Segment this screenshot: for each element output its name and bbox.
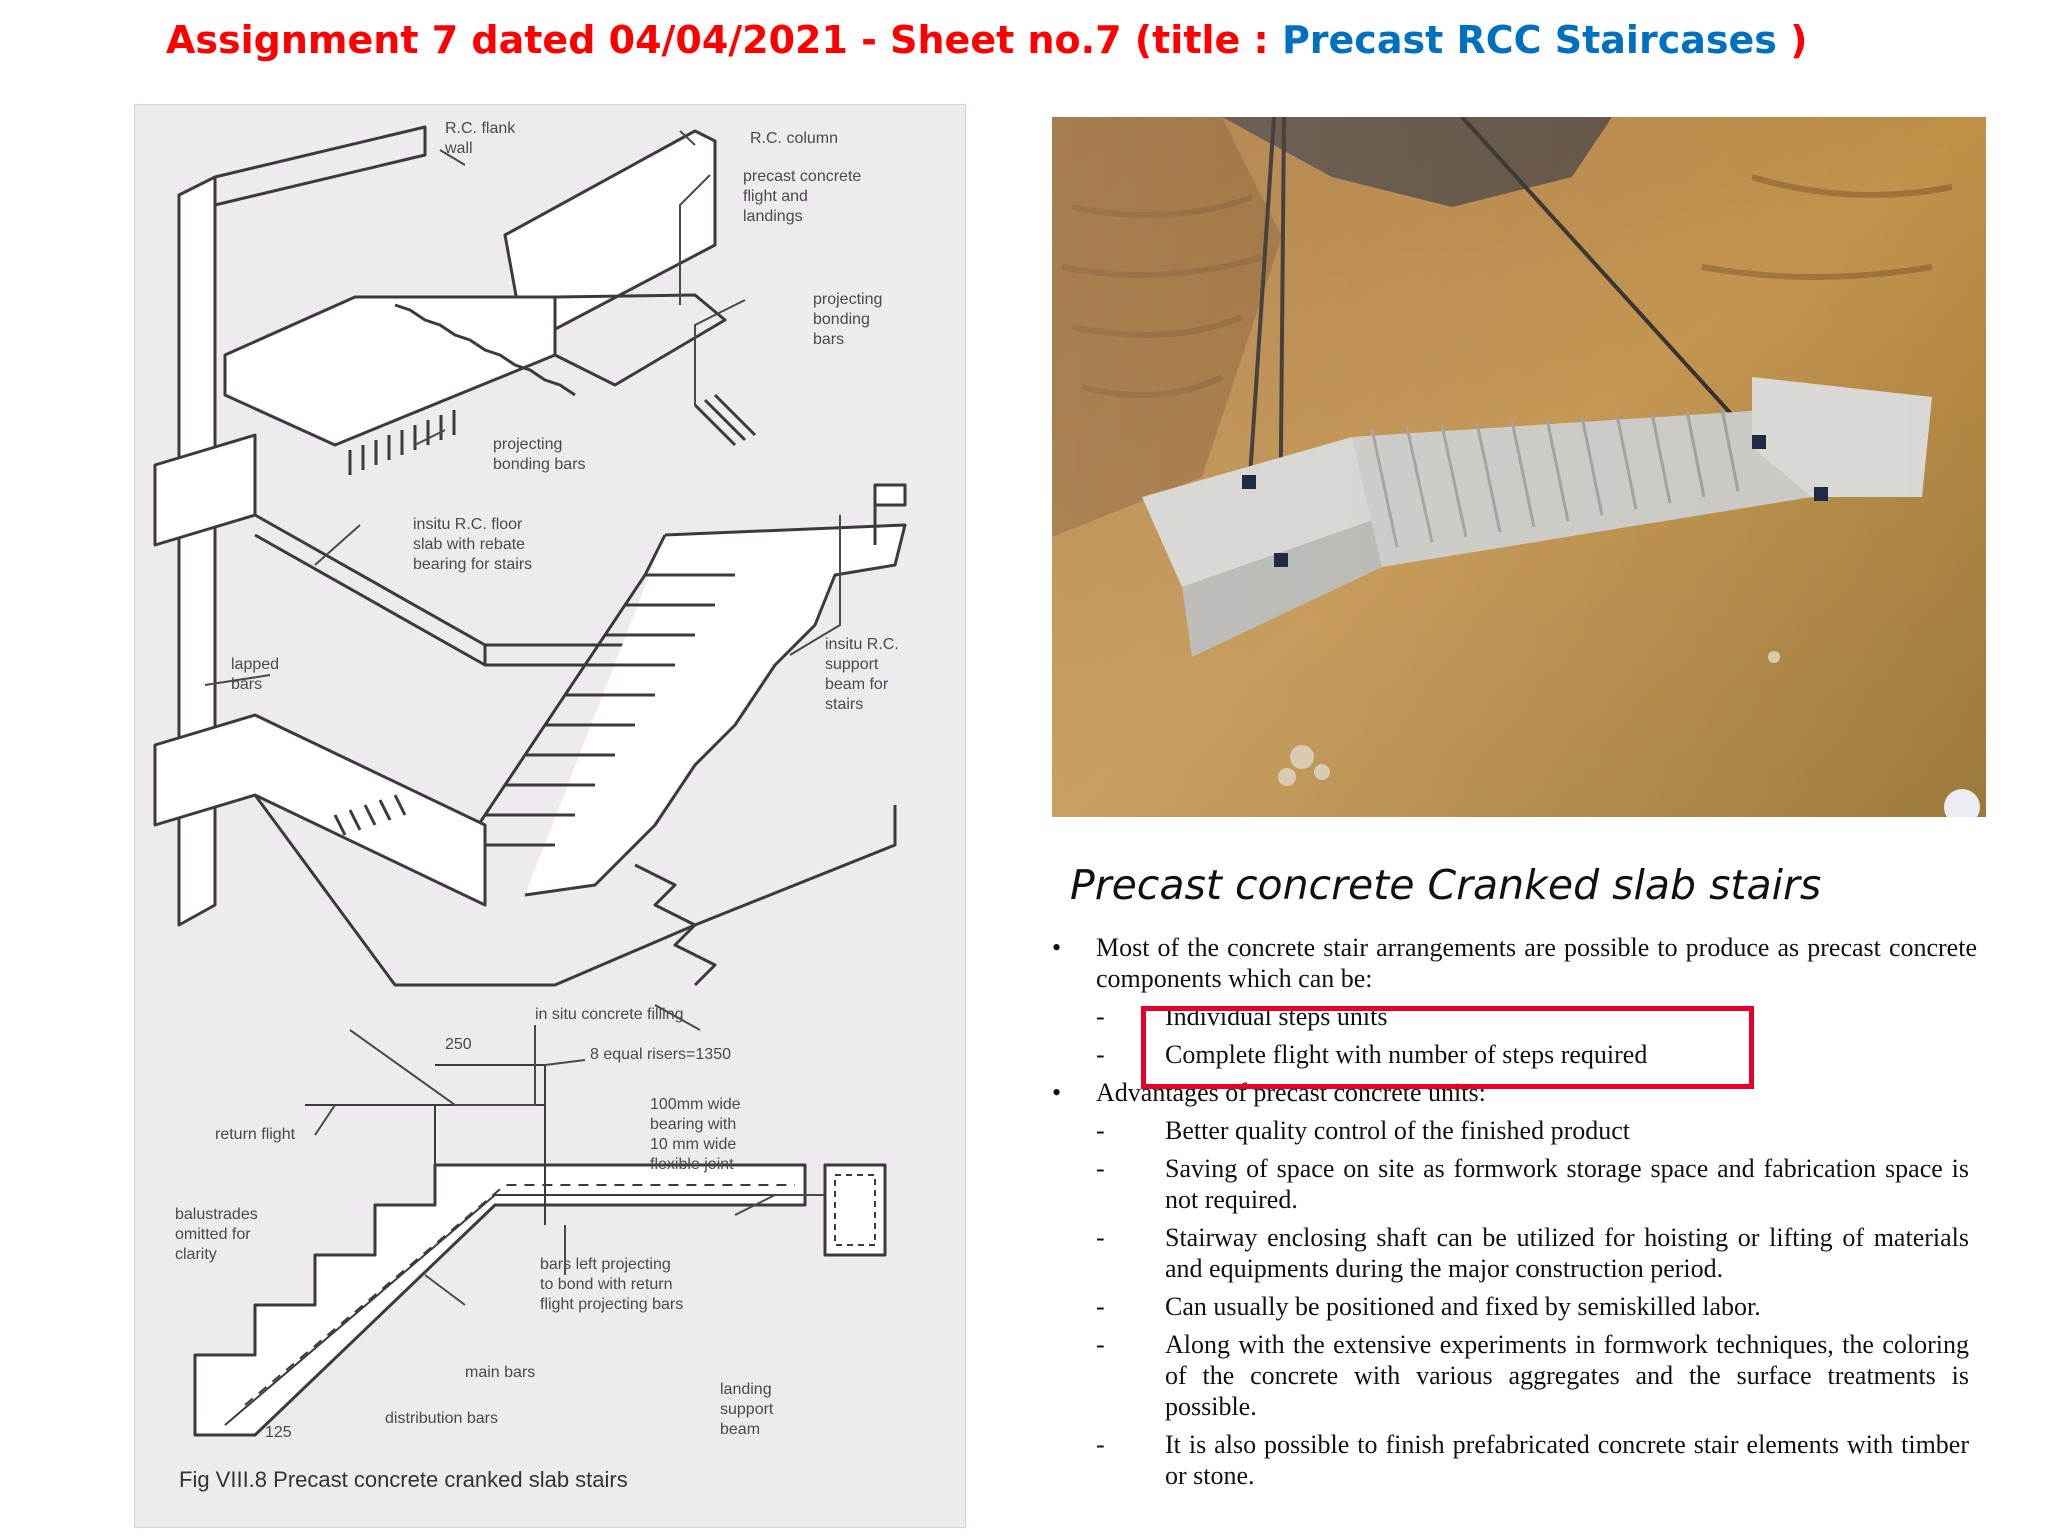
list-item-text: Saving of space on site as formwork storage space and fabrication space is not required.	[1165, 1154, 1969, 1214]
bullet-mark: •	[1052, 933, 1062, 962]
label-flank-wall: R.C. flank wall	[445, 120, 516, 157]
dash-mark: -	[1096, 1002, 1105, 1031]
label-lapped-bars: lapped bars	[231, 656, 280, 693]
label-insitu-floor: insitu R.C. floor slab with rebate bearing for stairs	[413, 516, 533, 573]
label-balustrades: balustrades omitted for clarity	[175, 1206, 258, 1263]
bullet-components-text: Most of the concrete stair arrangements are possible to produce as precast concrete components which can be:	[1096, 933, 1977, 993]
label-precast-flight: precast concrete flight and landings	[743, 168, 862, 225]
label-insitu-beam: insitu R.C. support beam for stairs	[825, 636, 899, 713]
label-projecting-bars-mid: projecting bonding bars	[493, 436, 586, 473]
label-bars-left: bars left projecting to bond with return flight projecting bars	[540, 1256, 684, 1313]
title-topic: Precast RCC Staircases	[1268, 18, 1791, 62]
list-item	[1052, 1115, 1977, 1146]
figure-caption: Fig VIII.8 Precast concrete cranked slab stairs	[179, 1467, 628, 1492]
label-return-flight: return flight	[215, 1126, 296, 1143]
list-item-text: Better quality control of the finished product	[1165, 1116, 1630, 1145]
label-column: R.C. column	[750, 130, 839, 147]
highlight-box	[1141, 1006, 1754, 1089]
label-projecting-bars-right: projecting bonding bars	[813, 291, 883, 348]
dash-mark: -	[1096, 1116, 1105, 1145]
label-equal-risers: 8 equal risers=1350	[590, 1046, 731, 1063]
label-dim-250: 250	[445, 1036, 472, 1053]
bullet-components	[1052, 932, 1977, 994]
title-prefix: Assignment 7 dated 04/04/2021 - Sheet no.7 (title :	[166, 18, 1269, 62]
page-title	[166, 10, 1966, 70]
list-item	[1052, 1222, 1977, 1284]
list-item	[1052, 1429, 1977, 1491]
dash-mark: -	[1096, 1430, 1105, 1459]
label-main-bars: main bars	[465, 1364, 536, 1381]
dash-mark: -	[1096, 1292, 1105, 1321]
dash-mark: -	[1096, 1154, 1105, 1183]
label-distribution-bars: distribution bars	[385, 1410, 498, 1427]
dash-mark: -	[1096, 1223, 1105, 1252]
bullet-advantages-text: Advantages of precast concrete units:	[1096, 1078, 1486, 1107]
section-subtitle: Precast concrete Cranked slab stairs	[1070, 861, 1822, 909]
precast-stair-photo	[1052, 117, 1986, 817]
label-dim-125: 125	[265, 1424, 292, 1441]
list-item-text: Complete flight with number of steps required	[1165, 1040, 1648, 1069]
label-landing-beam: landing support beam	[720, 1381, 774, 1438]
list-item-text: Stairway enclosing shaft can be utilized for hoisting or lifting of materials and equipments during the major construction period.	[1165, 1223, 1969, 1283]
list-item	[1052, 1153, 1977, 1215]
label-bearing: 100mm wide bearing with 10 mm wide flexible joint	[650, 1096, 741, 1173]
list-item-text: Individual steps units	[1165, 1002, 1388, 1031]
label-insitu-filling: in situ concrete filling	[535, 1006, 684, 1023]
dash-mark: -	[1096, 1330, 1105, 1359]
list-item-text: Can usually be positioned and fixed by semiskilled labor.	[1165, 1292, 1761, 1321]
list-item	[1052, 1291, 1977, 1322]
photo-illustration	[1052, 117, 1986, 817]
staircase-drawing	[134, 104, 966, 1528]
bullet-mark: •	[1052, 1078, 1062, 1107]
list-item	[1052, 1329, 1977, 1422]
dash-mark: -	[1096, 1040, 1105, 1069]
list-item-text: Along with the extensive experiments in formwork techniques, the coloring of the concrete with various aggregates and the surface treatments is possible.	[1165, 1330, 1969, 1421]
list-item-text: It is also possible to finish prefabricated concrete stair elements with timber or stone.	[1165, 1430, 1969, 1490]
title-suffix: )	[1790, 18, 1808, 62]
